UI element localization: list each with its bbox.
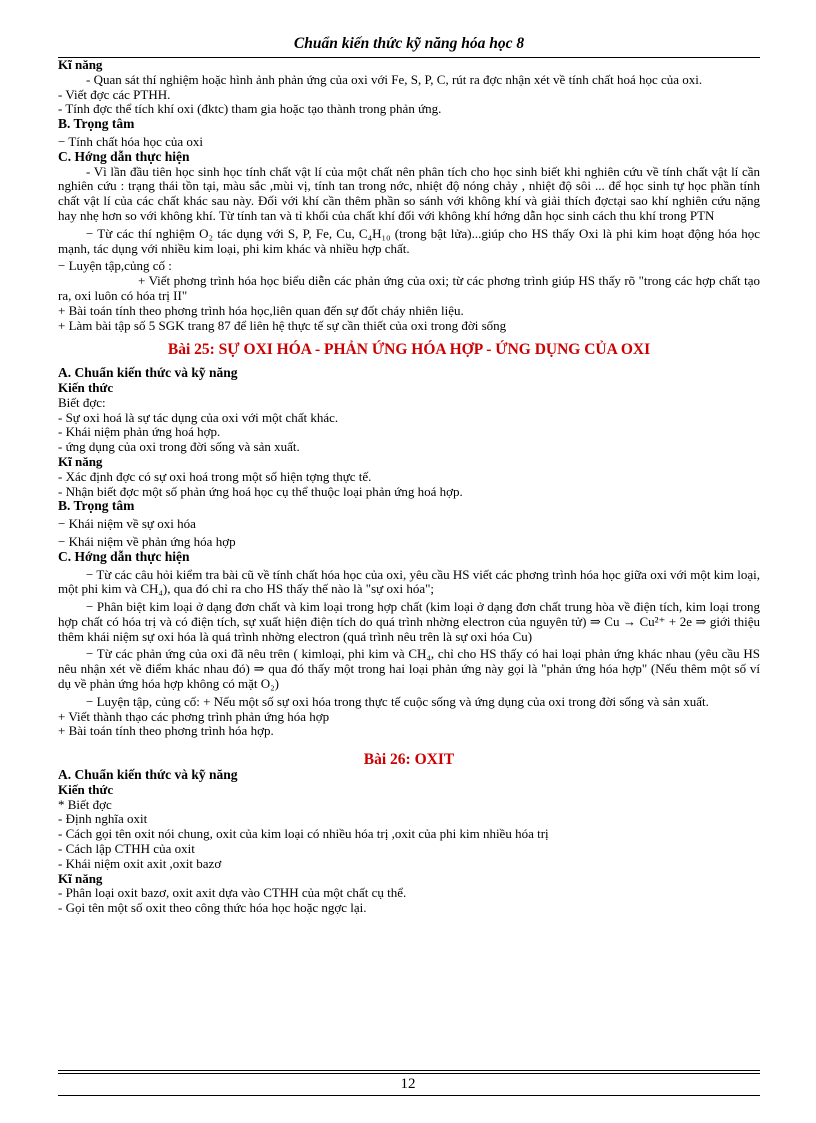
paragraph: − Luyện tập, củng cố: + Nếu một số sự oxi hóa trong thực tế cuộc sống và ứng dụng của oxi trong đời sống và sản xuất. <box>86 693 709 709</box>
section-heading: C. Hớng dẫn thực hiện <box>58 548 190 564</box>
page-number: 12 <box>400 1076 416 1092</box>
paragraph: - Quan sát thí nghiệm hoặc hình ảnh phản ứng của oxi với Fe, S, P, C, rút ra đợc nhận xét về tính chất hoá học của oxi. <box>86 71 703 87</box>
paragraph: − Phân biệt kim loại ở dạng đơn chất và kim loại trong hợp chất (kim loại ở dạng đơn chất trung hòa về điện tích, kim loại trong hợp chất có hóa trị và có điện tích, sự xuất hiện điện tích do quá trình nhờng electron của nguyên tử) ⇒ Cu → Cu²⁺ + 2e ⇒ giới thiệu thêm khái niệm sự oxi hóa là quá trình nhờng electron (quá trình nêu trên là sự oxi hóa Cu) <box>58 599 760 644</box>
paragraph: − Khái niệm về phản ứng hóa hợp <box>58 533 236 549</box>
list-item: - Nhận biết đợc một số phản ứng hoá học cụ thể thuộc loại phản ứng hoá hợp. <box>58 483 463 499</box>
section-heading: B. Trọng tâm <box>58 498 135 514</box>
list-item: - Định nghĩa oxit <box>58 811 148 827</box>
lesson-26-title: Bài 26: OXIT <box>363 751 455 769</box>
page-content <box>58 58 760 916</box>
paragraph: − Từ các câu hỏi kiểm tra bài cũ về tính chất hóa học của oxi, yêu cầu HS viết các phơng trình hóa học giữa oxi với một kim loại, một phi kim và CH₄), qua đó chỉ ra cho HS thấy thế nào là "sự oxi hóa"; <box>58 566 760 597</box>
list-item: - Cách lập CTHH của oxit <box>58 841 195 857</box>
page-header-title: Chuẩn kiến thức kỹ năng hóa học 8 <box>293 35 525 52</box>
list-item: - Xác định đợc có sự oxi hoá trong một số hiện tợng thực tế. <box>58 468 372 484</box>
skills-label: Kĩ năng <box>58 453 103 469</box>
list-item: - Khái niệm oxit axit ,oxit bazơ <box>58 855 222 871</box>
paragraph: + Bài toán tính theo phơng trình hóa hợp. <box>58 723 274 739</box>
list-item: - Gọi tên một số oxit theo công thức hóa học hoặc ngợc lại. <box>58 900 367 916</box>
list-item: - Sự oxi hoá là sự tác dụng của oxi với một chất khác. <box>58 409 339 425</box>
paragraph: Biết đợc: <box>58 394 106 410</box>
list-item: - ứng dụng của oxi trong đời sống và sản xuất. <box>58 439 300 455</box>
paragraph: + Làm bài tập số 5 SGK trang 87 để liên hệ thực tế sự cần thiết của oxi trong đời sống <box>58 317 507 333</box>
section-heading: B. Trọng tâm <box>58 116 135 132</box>
paragraph: * Biết đợc <box>58 796 112 812</box>
list-item: - Khái niệm phản ứng hoá hợp. <box>58 424 221 440</box>
paragraph: - Vì lần đầu tiên học sinh học tính chất vật lí của một chất nên phân tích cho học sinh biết khi nghiên cứu về tính chất vật lí cần nghiên cứu : trạng thái tồn tại, màu sắc ,mùi vị, tính tan trong nớc, nhiệt độ nóng chảy , nhiệt độ sôi ... để học sinh tự học phần tính chất vật lí của các chất khác sau này. Đối với khí cần thêm phần so sánh với không khí và giải thích đợctại sao khí nghiên cứu nặng hay nhẹ hơn so với không khí. Từ tính tan và tỉ khối của chất khí đối với không khí hớng dẫn học sinh cách thu khí trong PTN <box>58 163 760 223</box>
footer-rule <box>58 1070 760 1071</box>
section-heading: C. Hớng dẫn thực hiện <box>58 148 190 164</box>
paragraph: - Viết đợc các PTHH. <box>58 86 171 102</box>
section-heading: A. Chuẩn kiến thức và kỹ năng <box>58 365 238 381</box>
skills-label: Kĩ năng <box>58 57 103 72</box>
knowledge-label: Kiến thức <box>58 781 114 797</box>
paragraph: + Bài toán tính theo phơng trình hóa học,liên quan đến sự đốt cháy nhiên liệu. <box>58 302 464 318</box>
list-item: - Phân loại oxit bazơ, oxit axit dựa vào CTHH của một chất cụ thể. <box>58 885 407 901</box>
footer-rule <box>58 1073 760 1074</box>
paragraph: − Khái niệm về sự oxi hóa <box>58 516 196 532</box>
lesson-25-title: Bài 25: SỰ OXI HÓA - PHẢN ỨNG HÓA HỢP - ỨNG DỤNG CỦA OXI <box>167 341 651 359</box>
paragraph: − Từ các thí nghiệm O₂ tác dụng với S, P, Fe, Cu, C₄H₁₀ (trong bật lửa)...giúp cho HS thấy Oxi là phi kim hoạt động hóa học mạnh, tác dụng với nhiều kim loại, phi kim khác và nhiều hợp chất. <box>58 225 760 256</box>
paragraph: − Luyện tập,củng cố : <box>58 258 172 274</box>
knowledge-label: Kiến thức <box>58 379 114 395</box>
paragraph: − Tính chất hóa học của oxi <box>58 133 203 149</box>
paragraph: - Tính đợc thể tích khí oxi (đktc) tham gia hoặc tạo thành trong phản ứng. <box>58 101 442 117</box>
paragraph: + Viết phơng trình hóa học biểu diễn các phản ứng của oxi; từ các phơng trình giúp HS thấy rõ "trong các hợp chất tạo ra, oxi luôn có hóa trị II" <box>58 273 760 303</box>
paragraph: + Viết thành thạo các phơng trình phản ứng hóa hợp <box>58 708 330 724</box>
list-item: - Cách gọi tên oxit nói chung, oxit của kim loại có nhiều hóa trị ,oxit của phi kim nhiều hóa trị <box>58 826 549 842</box>
skills-label: Kĩ năng <box>58 870 103 886</box>
section-heading: A. Chuẩn kiến thức và kỹ năng <box>58 767 238 783</box>
footer-rule <box>58 1095 760 1096</box>
paragraph: − Từ các phản ứng của oxi đã nêu trên ( kimloại, phi kim và CH₄, chỉ cho HS thấy có hai loại phản ứng khác nhau (yêu cầu HS nêu nhận xét về điểm khác nhau đó) ⇒ qua đó thấy một trong hai loại phản ứng này gọi là "phản ứng hóa hợp" (Nếu thêm một số ví dụ về phản ứng hóa hợp không có mặt O₂) <box>58 646 760 692</box>
